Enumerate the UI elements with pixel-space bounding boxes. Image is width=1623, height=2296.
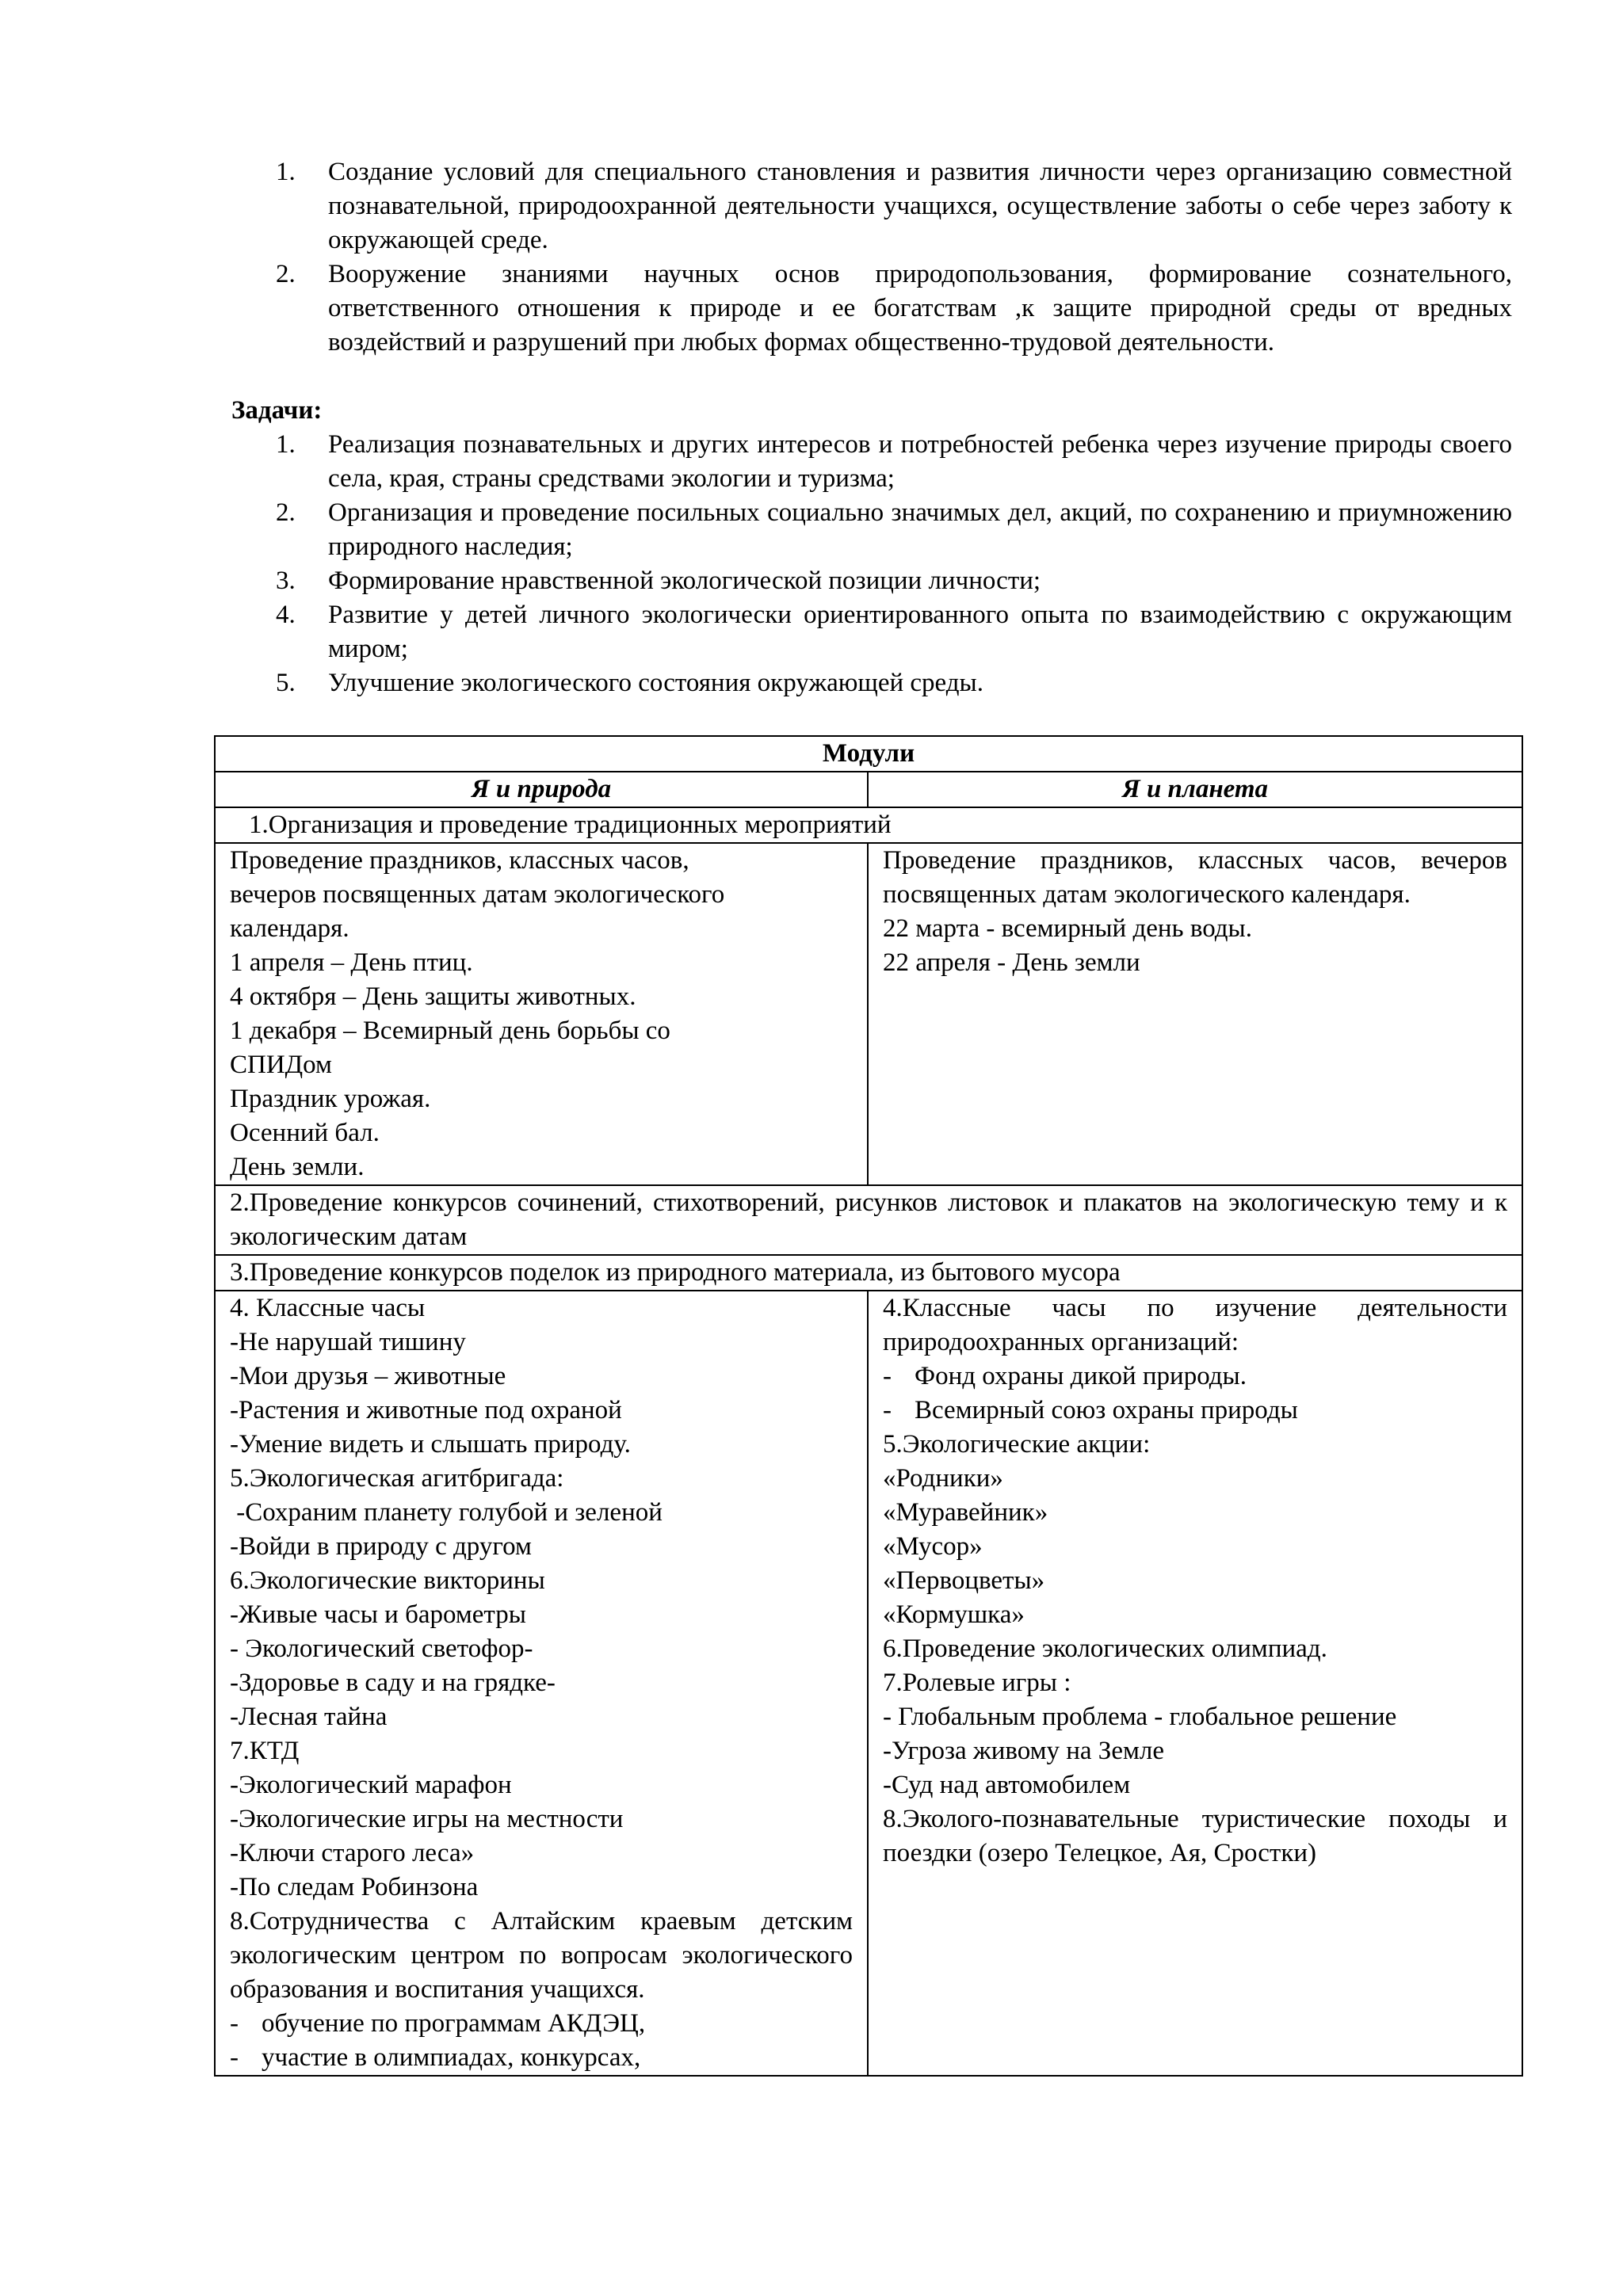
cell-line: 4 октября – День защиты животных. bbox=[230, 982, 636, 1011]
goal-item bbox=[276, 257, 1512, 360]
cell-line: -Угроза живому на Земле bbox=[883, 1737, 1164, 1765]
task-item bbox=[276, 564, 1512, 598]
table-row bbox=[215, 843, 1522, 1185]
cell-line: 5.Экологические акции: bbox=[883, 1430, 1151, 1459]
cell-line: -Экологический марафон bbox=[230, 1771, 512, 1799]
cell-dash-item: - обучение по программам АКДЭЦ, bbox=[230, 2009, 646, 2038]
cell-line: СПИДом bbox=[230, 1051, 332, 1079]
cell-paragraph: 8.Эколого-познавательные туристические походы и поездки (озеро Телецкое, Ая, Сростки) bbox=[883, 1805, 1508, 1867]
planet-events-cell bbox=[868, 843, 1522, 1185]
goals-list bbox=[276, 155, 1512, 360]
cell-dash-item: - участие в олимпиадах, конкурсах, bbox=[230, 2043, 641, 2072]
section-crafts: 3.Проведение конкурсов поделок из природного материала, из бытового мусора bbox=[215, 1255, 1522, 1291]
cell-line: День земли. bbox=[230, 1153, 365, 1181]
cell-line: 4. Классные часы bbox=[230, 1294, 426, 1322]
cell-line: Проведение праздников, классных часов, bbox=[230, 846, 689, 875]
goal-number: 1. bbox=[276, 158, 296, 186]
cell-line: 7.Ролевые игры : bbox=[883, 1669, 1071, 1697]
cell-line: 22 апреля - День земли bbox=[883, 948, 1140, 977]
cell-line: -Экологические игры на местности bbox=[230, 1805, 624, 1833]
cell-line: -Растения и животные под охраной bbox=[230, 1396, 622, 1425]
cell-line: 5.Экологическая агитбригада: bbox=[230, 1464, 564, 1493]
section-contests: 2.Проведение конкурсов сочинений, стихотворений, рисунков листовок и плакатов на экологическую тему и к экологическим датам bbox=[215, 1185, 1522, 1255]
task-text: Формирование нравственной экологической позиции личности; bbox=[328, 566, 1041, 595]
cell-dash-text: участие в олимпиадах, конкурсах, bbox=[262, 2043, 641, 2072]
cell-line: «Родники» bbox=[883, 1464, 1003, 1493]
task-text: Реализация познавательных и других интересов и потребностей ребенка через изучение природы своего села, края, страны средствами экологии и туризма; bbox=[328, 430, 1512, 493]
task-item bbox=[276, 428, 1512, 496]
goal-number: 2. bbox=[276, 260, 296, 288]
task-number: 1. bbox=[276, 430, 296, 459]
cell-line: -Лесная тайна bbox=[230, 1703, 388, 1731]
column-header-planet: Я и планета bbox=[868, 772, 1522, 807]
task-item bbox=[276, 496, 1512, 564]
cell-line: 6.Экологические викторины bbox=[230, 1566, 545, 1595]
cell-line: Праздник урожая. bbox=[230, 1085, 431, 1113]
tasks-heading: Задачи: bbox=[231, 396, 323, 425]
cell-line: 6.Проведение экологических олимпиад. bbox=[883, 1634, 1327, 1663]
cell-line: Осенний бал. bbox=[230, 1119, 380, 1147]
cell-line: «Мусор» bbox=[883, 1532, 983, 1561]
cell-line: - Экологический светофор- bbox=[230, 1634, 533, 1663]
cell-line: 22 марта - всемирный день воды. bbox=[883, 914, 1252, 943]
cell-line: «Кормушка» bbox=[883, 1600, 1025, 1629]
cell-line: -Сохраним планету голубой и зеленой bbox=[230, 1498, 663, 1527]
cell-line: 7.КТД bbox=[230, 1737, 300, 1765]
cell-line: -Мои друзья – животные bbox=[230, 1362, 506, 1390]
nature-activities-cell bbox=[215, 1291, 868, 2076]
goal-text: Вооружение знаниями научных основ природопользования, формирование сознательного, ответственного отношения к природе и ее богатствам ,к защите природной среды от вредных воздействий и разрушений при любых формах общественно-трудовой деятельности. bbox=[328, 260, 1512, 357]
table-row bbox=[215, 807, 1522, 843]
cell-line: 1 декабря – Всемирный день борьбы со bbox=[230, 1016, 670, 1045]
tasks-list bbox=[276, 428, 1512, 700]
cell-line: «Муравейник» bbox=[883, 1498, 1048, 1527]
cell-line: - Глобальным проблема - глобальное решение bbox=[883, 1703, 1397, 1731]
nature-events-cell bbox=[215, 843, 868, 1185]
cell-dash-text: Всемирный союз охраны природы bbox=[915, 1396, 1298, 1425]
goal-item bbox=[276, 155, 1512, 257]
goal-text: Создание условий для специального становления и развития личности через организацию совместной познавательной, природоохранной деятельности учащихся, осуществление заботы о себе через заботу к окружающей среде. bbox=[328, 158, 1512, 254]
cell-line: -Суд над автомобилем bbox=[883, 1771, 1131, 1799]
task-text: Улучшение экологического состояния окружающей среды. bbox=[328, 669, 983, 697]
task-number: 2. bbox=[276, 498, 296, 527]
modules-table bbox=[214, 735, 1523, 2077]
cell-line: календаря. bbox=[230, 914, 349, 943]
cell-line: -Ключи старого леса» bbox=[230, 1839, 475, 1867]
cell-line: -Умение видеть и слышать природу. bbox=[230, 1430, 631, 1459]
cell-line: «Первоцветы» bbox=[883, 1566, 1045, 1595]
cell-dash-text: Фонд охраны дикой природы. bbox=[915, 1362, 1247, 1390]
task-number: 5. bbox=[276, 669, 296, 697]
planet-activities-cell bbox=[868, 1291, 1522, 2076]
table-column-header-row bbox=[215, 772, 1522, 807]
cell-line: 1 апреля – День птиц. bbox=[230, 948, 473, 977]
cell-line: -По следам Робинзона bbox=[230, 1873, 479, 1901]
cell-dash-item: - Фонд охраны дикой природы. bbox=[883, 1362, 1247, 1390]
table-title: Модули bbox=[215, 736, 1522, 772]
cell-line: -Не нарушай тишину bbox=[230, 1328, 466, 1356]
cell-line: -Живые часы и барометры bbox=[230, 1600, 526, 1629]
task-number: 3. bbox=[276, 566, 296, 595]
cell-paragraph: 4.Классные часы по изучение деятельности природоохранных организаций: bbox=[883, 1294, 1508, 1356]
task-number: 4. bbox=[276, 601, 296, 629]
task-text: Развитие у детей личного экологически ориентированного опыта по взаимодействию с окружающим миром; bbox=[328, 601, 1512, 663]
table-row bbox=[215, 1255, 1522, 1291]
task-text: Организация и проведение посильных социально значимых дел, акций, по сохранению и приумножению природного наследия; bbox=[328, 498, 1512, 561]
task-item bbox=[276, 666, 1512, 700]
table-row bbox=[215, 1185, 1522, 1255]
cell-line: -Здоровье в саду и на грядке- bbox=[230, 1669, 556, 1697]
cell-line: -Войди в природу с другом bbox=[230, 1532, 532, 1561]
cell-dash-item: - Всемирный союз охраны природы bbox=[883, 1396, 1298, 1425]
cell-paragraph: Проведение праздников, классных часов, вечеров посвященных датам экологического календаря. bbox=[883, 846, 1508, 909]
task-item bbox=[276, 598, 1512, 666]
table-title-row bbox=[215, 736, 1522, 772]
cell-dash-text: обучение по программам АКДЭЦ, bbox=[262, 2009, 646, 2038]
cell-paragraph: 8.Сотрудничества с Алтайским краевым детским экологическим центром по вопросам экологического образования и воспитания учащихся. bbox=[230, 1907, 853, 2004]
table-row bbox=[215, 1291, 1522, 2076]
section-traditional-events: 1.Организация и проведение традиционных мероприятий bbox=[215, 807, 1522, 843]
column-header-nature: Я и природа bbox=[215, 772, 868, 807]
cell-line: вечеров посвященных датам экологического bbox=[230, 880, 725, 909]
